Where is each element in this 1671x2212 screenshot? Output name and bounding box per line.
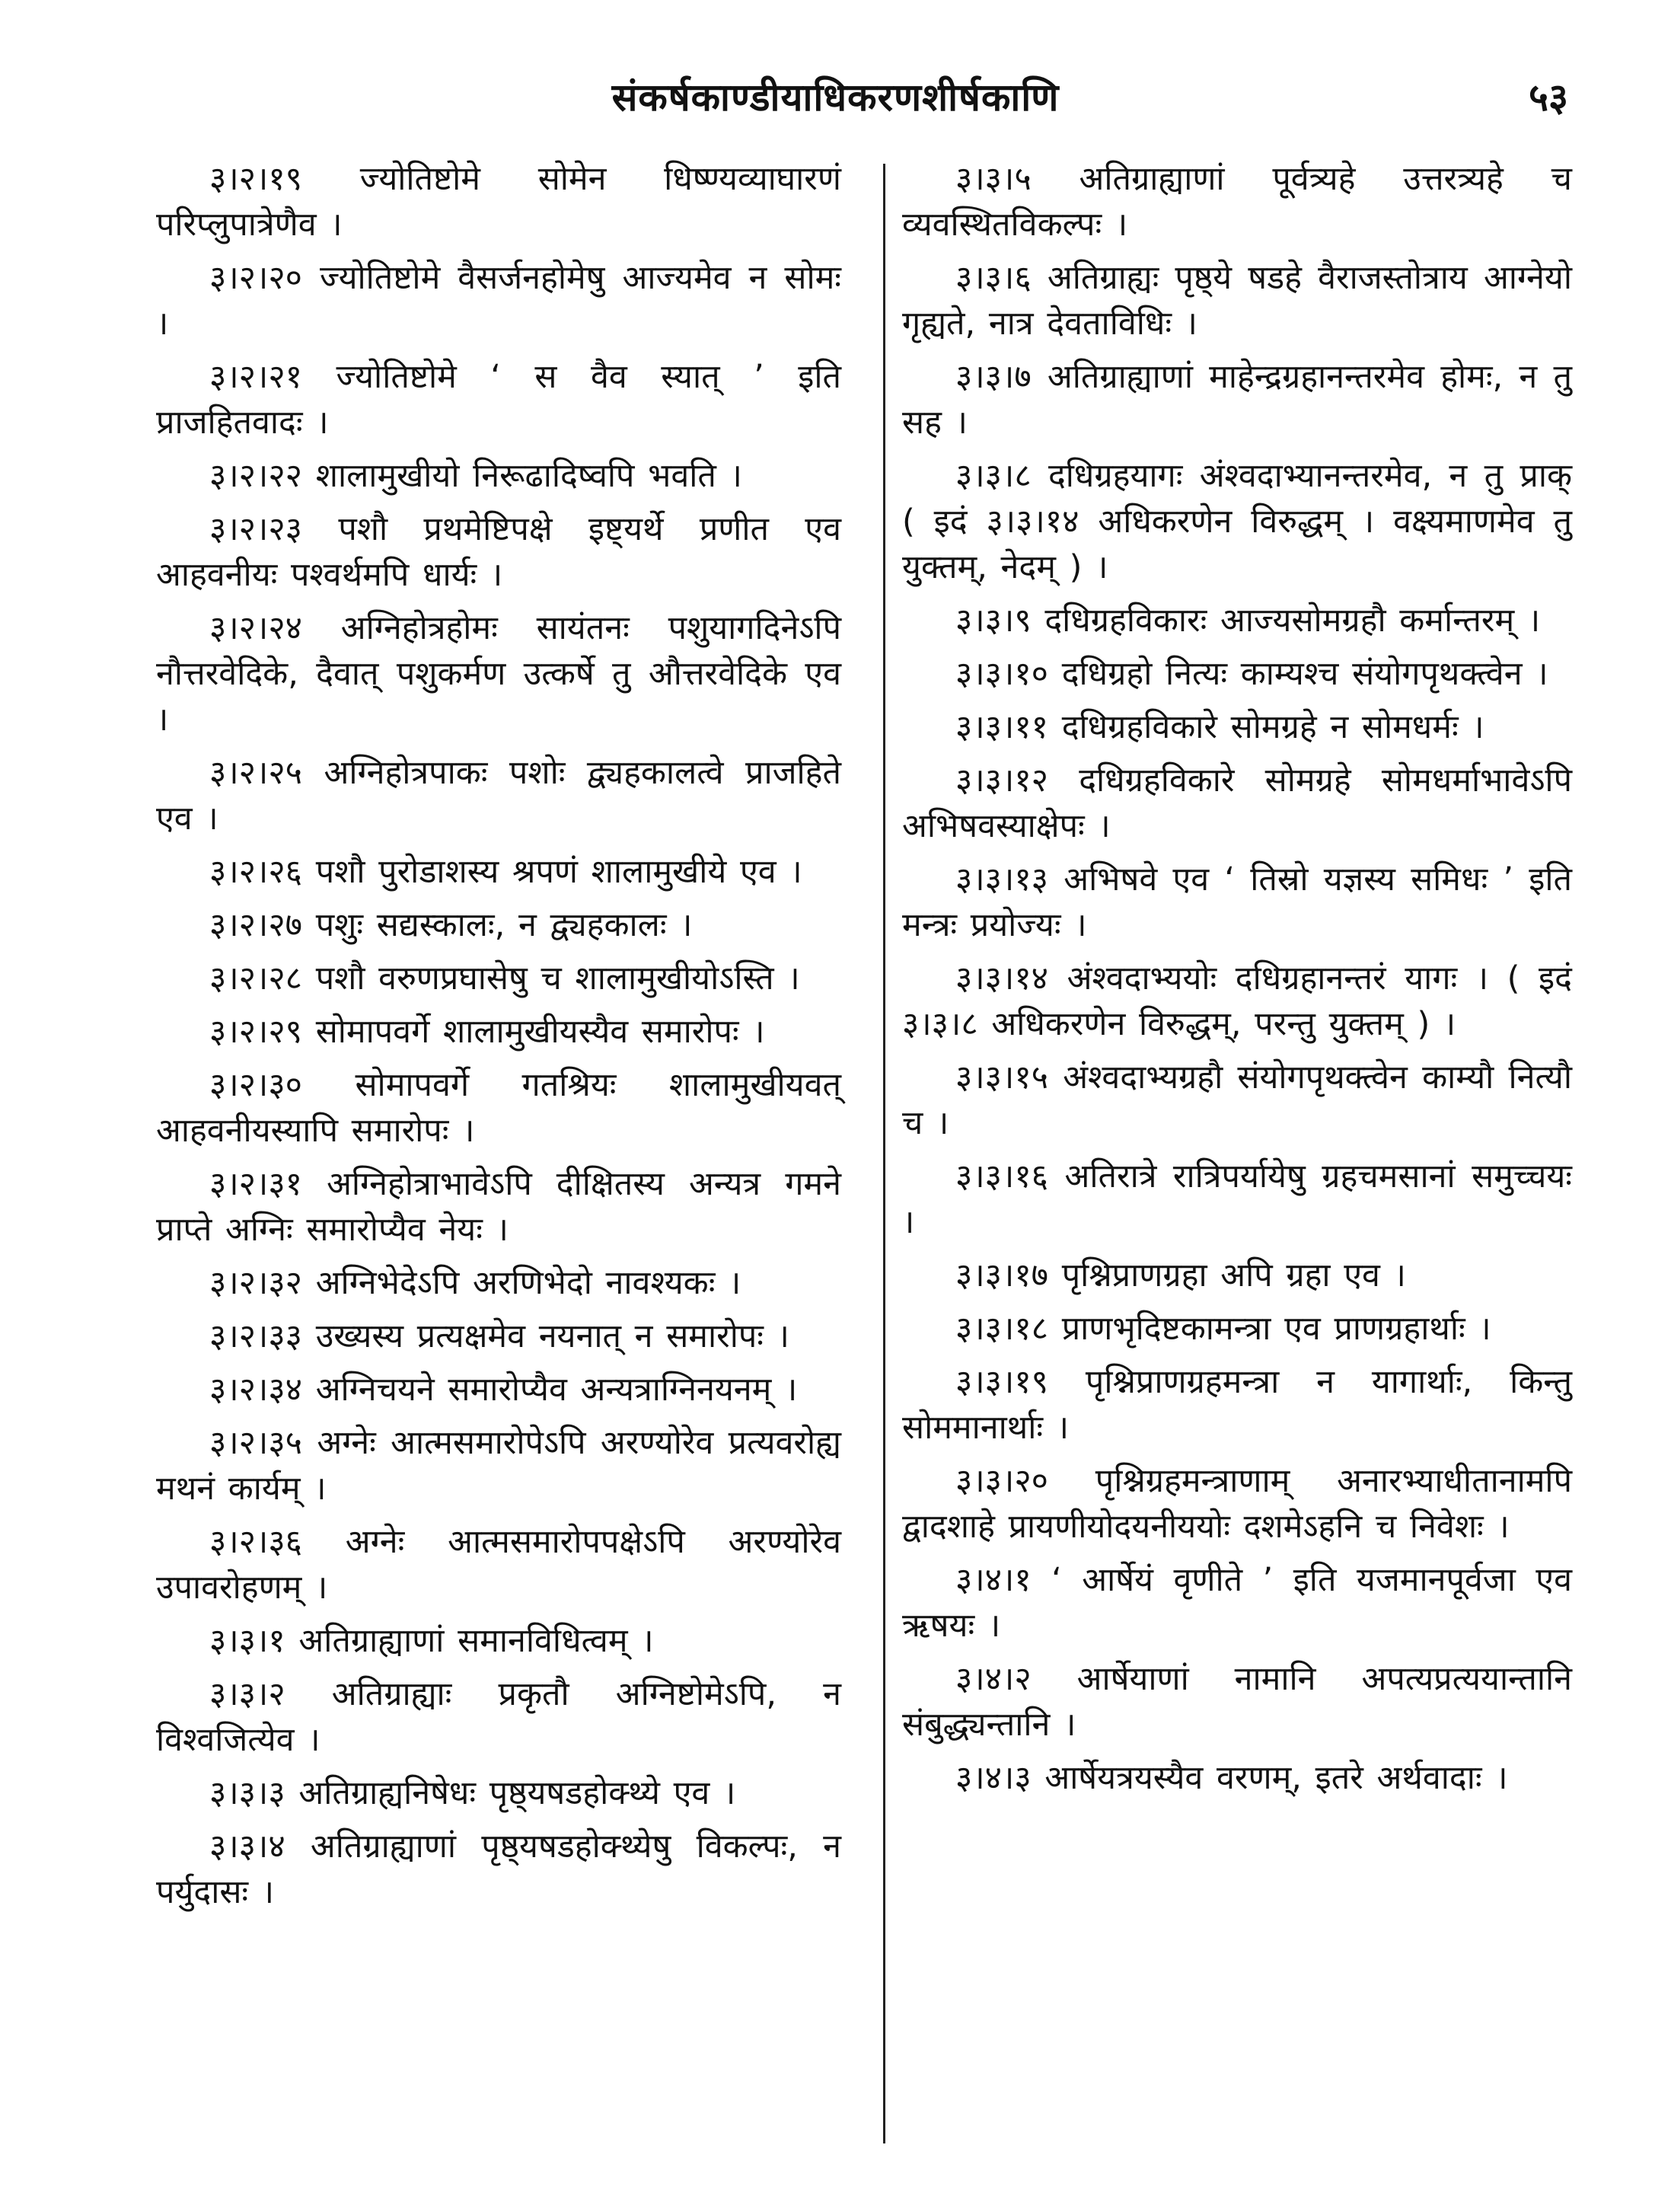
right-entry: ३।४।२ आर्षेयाणां नामानि अपत्यप्रत्ययान्तानि संबुद्ध्यन्तानि । [902, 1660, 1572, 1744]
left-entry: ३।२।३६ अग्नेः आत्मसमारोपपक्षेऽपि अरण्योरेव उपावरोहणम् । [156, 1523, 841, 1607]
right-entry: ३।३।१६ अतिरात्रे रात्रिपर्यायेषु ग्रहचमसानां समुच्चयः । [902, 1157, 1572, 1241]
left-entry: ३।२।२६ पशौ पुरोडाशस्य श्रपणं शालामुखीये एव । [209, 853, 802, 891]
left-entry: ३।२।३२ अग्निभेदेऽपि अरणिभेदो नावश्यकः । [209, 1264, 741, 1302]
left-entry: ३।२।१९ ज्योतिष्टोमे सोमेन धिष्ण्यव्याघारणं परिप्लुपात्रेणैव । [156, 160, 841, 244]
right-column [902, 156, 1572, 1808]
left-entry: ३।२।३४ अग्निचयने समारोप्यैव अन्यत्राग्निनयनम् । [209, 1371, 798, 1409]
running-header-title: संकर्षकाण्डीयाधिकरणशीर्षकाणि [611, 75, 1060, 120]
right-entry: ३।३।९ दधिग्रहविकारः आज्यसोमग्रहौ कर्मान्तरम् । [955, 602, 1541, 640]
left-entry: ३।२।३५ अग्नेः आत्मसमारोपेऽपि अरण्योरेव प्रत्यवरोह्य मथनं कार्यम् । [156, 1424, 841, 1508]
right-entry: ३।३।६ अतिग्राह्यः पृष्ठ्ये षडहे वैराजस्तोत्राय आग्नेयो गृह्यते, नात्र देवताविधिः । [902, 259, 1572, 343]
left-entry: ३।२।३१ अग्निहोत्राभावेऽपि दीक्षितस्य अन्यत्र गमने प्राप्ते अग्निः समारोप्यैव नेयः । [156, 1165, 841, 1249]
right-entry: ३।३।१३ अभिषवे एव ‘ तिस्रो यज्ञस्य समिधः ’ इति मन्त्रः प्रयोज्यः । [902, 860, 1572, 944]
right-entry: ३।३।११ दधिग्रहविकारे सोमग्रहे न सोमधर्मः । [955, 708, 1484, 746]
left-entry: ३।२।२३ पशौ प्रथमेष्टिपक्षे इष्ट्यर्थे प्रणीत एव आहवनीयः पश्वर्थमपि धार्यः । [156, 510, 841, 594]
right-entry: ३।४।१ ‘ आर्षेयं वृणीते ’ इति यजमानपूर्वजा एव ऋषयः । [902, 1561, 1572, 1645]
right-entry: ३।३।१२ दधिग्रहविकारे सोमग्रहे सोमधर्माभावेऽपि अभिषवस्याक्षेपः । [902, 761, 1572, 845]
left-entry: ३।३।३ अतिग्राह्यनिषेधः पृष्ठ्यषडहोक्थ्ये एव । [209, 1774, 736, 1812]
left-entry: ३।२।२४ अग्निहोत्रहोमः सायंतनः पशुयागदिनेऽपि नौत्तरवेदिके, दैवात् पशुकर्मण उत्कर्षे तु औत्तरवेदिके एव । [156, 609, 841, 739]
left-entry: ३।२।३३ उख्यस्य प्रत्यक्षमेव नयनात् न समारोपः । [209, 1317, 789, 1355]
right-entry: ३।३।५ अतिग्राह्याणां पूर्वत्र्यहे उत्तरत्र्यहे च व्यवस्थितविकल्पः । [902, 160, 1572, 244]
left-entry: ३।२।३० सोमापवर्गे गतश्रियः शालामुखीयवत् आहवनीयस्यापि समारोपः । [156, 1066, 841, 1150]
right-entry: ३।३।१५ अंश्वदाभ्यग्रहौ संयोगपृथक्त्वेन काम्यौ नित्यौ च । [902, 1058, 1572, 1142]
right-entry: ३।३।१० दधिग्रहो नित्यः काम्यश्च संयोगपृथक्त्वेन । [955, 655, 1548, 693]
column-divider [883, 164, 885, 2143]
right-entry: ३।३।२० पृश्निग्रहमन्त्राणाम् अनारभ्याधीतानामपि द्वादशाहे प्रायणीयोदयनीययोः दशमेऽहनि च निवेशः । [902, 1462, 1572, 1546]
left-entry: ३।२।२५ अग्निहोत्रपाकः पशोः द्व्यहकालत्वे प्राजहिते एव । [156, 754, 841, 838]
left-entry: ३।२।२९ सोमापवर्गे शालामुखीयस्यैव समारोपः । [209, 1013, 765, 1051]
right-entry: ३।३।८ दधिग्रहयागः अंश्वदाभ्यानन्तरमेव, न तु प्राक् ( इदं ३।३।१४ अधिकरणेन विरुद्धम् । वक्ष्यमाणमेव तु युक्तम्, नेदम् ) । [902, 457, 1572, 586]
right-entry: ३।३।७ अतिग्राह्याणां माहेन्द्रग्रहानन्तरमेव होमः, न तु सह । [902, 358, 1572, 442]
left-entry: ३।३।४ अतिग्राह्याणां पृष्ठ्यषडहोक्थ्येषु विकल्पः, न पर्युदासः । [156, 1827, 841, 1911]
left-entry: ३।३।२ अतिग्राह्याः प्रकृतौ अग्निष्टोमेऽपि, न विश्वजित्येव । [156, 1675, 841, 1759]
right-entry: ३।३।१७ पृश्निप्राणग्रहा अपि ग्रहा एव । [955, 1256, 1406, 1294]
right-entry: ३।३।१९ पृश्निप्राणग्रहमन्त्रा न यागार्थाः, किन्तु सोममानार्थाः । [902, 1363, 1572, 1447]
left-entry: ३।२।२१ ज्योतिष्टोमे ‘ स वैव स्यात् ’ इति प्राजहितवादः । [156, 358, 841, 442]
right-entry: ३।३।१८ प्राणभृदिष्टकामन्त्रा एव प्राणग्रहार्थाः । [955, 1310, 1491, 1348]
left-entry: ३।३।१ अतिग्राह्याणां समानविधित्वम् । [209, 1622, 654, 1660]
right-entry: ३।४।३ आर्षेयत्रयस्यैव वरणम्, इतरे अर्थवादाः । [955, 1759, 1508, 1797]
page-number: ५३ [1529, 75, 1568, 120]
left-entry: ३।२।२२ शालामुखीयो निरूढादिष्वपि भवति । [209, 457, 742, 495]
left-entry: ३।२।२८ पशौ वरुणप्रघासेषु च शालामुखीयोऽस्ति । [209, 959, 800, 997]
right-entry: ३।३।१४ अंश्वदाभ्ययोः दधिग्रहानन्तरं यागः । ( इदं ३।३।८ अधिकरणेन विरुद्धम्, परन्तु युक्तम् ) । [902, 959, 1572, 1043]
left-entry: ३।२।२७ पशुः सद्यस्कालः, न द्व्यहकालः । [209, 906, 693, 944]
left-column [156, 156, 841, 1923]
left-entry: ३।२।२० ज्योतिष्टोमे वैसर्जनहोमेषु आज्यमेव न सोमः । [156, 259, 841, 343]
